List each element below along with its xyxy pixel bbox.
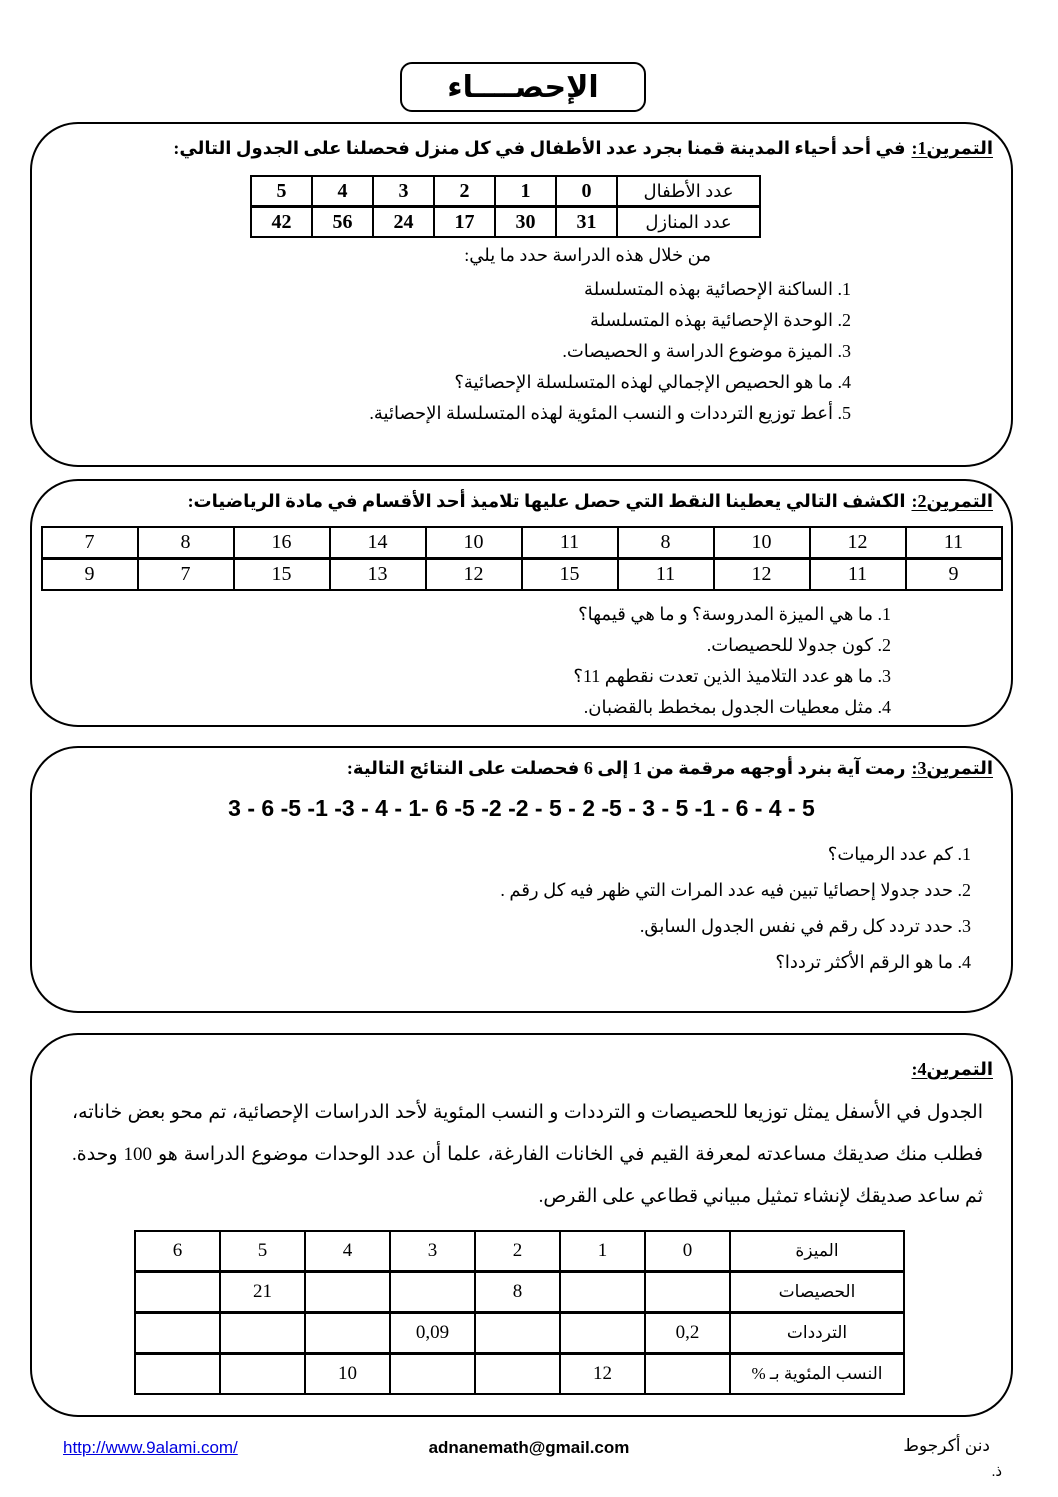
table-cell	[220, 1313, 305, 1354]
exercise-3-number: التمرين3:	[911, 758, 993, 778]
table-cell	[305, 1272, 390, 1313]
table-row	[251, 207, 760, 238]
exercise-3-heading-text: رمت آية بنرد أوجهه مرقمة من 1 إلى 6 فحصلت على النتائج التالية:	[346, 758, 906, 778]
question-item: 1. الساكنة الإحصائية بهذه المتسلسلة	[584, 279, 851, 299]
question-item: 4. مثل معطيات الجدول بمخطط بالقضبان.	[583, 697, 891, 717]
table-cell: 3	[373, 176, 434, 207]
table-cell: 0,09	[390, 1313, 475, 1354]
table-cell: 5	[251, 176, 312, 207]
question-item: 3. حدد تردد كل رقم في نفس الجدول السابق.	[639, 916, 971, 936]
page-title: الإحصــــاء	[447, 70, 599, 104]
table-row	[135, 1313, 904, 1354]
exercise-4-number: التمرين4:	[911, 1059, 993, 1079]
table-cell: 10	[426, 527, 522, 559]
exercise-2-questions	[32, 599, 891, 723]
table-row	[135, 1231, 904, 1272]
question-item: 2. حدد جدولا إحصائيا تبين فيه عدد المرات التي ظهر فيه كل رقم .	[500, 880, 971, 900]
table-cell	[220, 1354, 305, 1395]
table-cell: 9	[42, 559, 138, 591]
exercise-1-intro: من خلال هذه الدراسة حدد ما يلي:	[464, 245, 711, 265]
children-houses-table	[250, 175, 761, 238]
footer-note: ذ.	[991, 1464, 1002, 1480]
row-header-houses: عدد المنازل	[617, 207, 760, 238]
title-box	[400, 62, 646, 112]
question-item: 2. كون جدولا للحصيصات.	[706, 635, 891, 655]
question-item: 3. الميزة موضوع الدراسة و الحصيصات.	[562, 341, 851, 361]
table-cell: 30	[495, 207, 556, 238]
exercise-1-number: التمرين1:	[911, 138, 993, 158]
author-email: adnanemath@gmail.com	[428, 1438, 630, 1457]
exercise-4-panel	[30, 1033, 1013, 1417]
question-item: 1. كم عدد الرميات؟	[827, 844, 971, 864]
table-cell	[645, 1354, 730, 1395]
table-cell: 12	[714, 559, 810, 591]
table-cell: 15	[234, 559, 330, 591]
question-item: 4. ما هو الحصيص الإجمالي لهذه المتسلسلة الإحصائية؟	[454, 372, 851, 392]
table-cell: 10	[305, 1354, 390, 1395]
question-item: 3. ما هو عدد التلاميذ الذين تعدت نقطهم 11؟	[573, 666, 891, 686]
table-cell: 12	[426, 559, 522, 591]
table-cell: 7	[42, 527, 138, 559]
table-cell: 24	[373, 207, 434, 238]
table-cell	[135, 1313, 220, 1354]
question-item: 1. ما هي الميزة المدروسة؟ و ما هي قيمها؟	[578, 604, 891, 624]
website-link[interactable]: http://www.9alami.com/	[63, 1438, 238, 1457]
question-item: 2. الوحدة الإحصائية بهذه المتسلسلة	[589, 310, 851, 330]
exercise-1-heading-text: في أحد أحياء المدينة قمنا بجرد عدد الأطفال في كل منزل فحصلنا على الجدول التالي:	[173, 138, 906, 158]
exercise-3-panel	[30, 746, 1013, 1013]
table-cell	[135, 1272, 220, 1313]
exercise-2-heading-text: الكشف التالي يعطينا النقط التي حصل عليها تلاميذ أحد الأقسام في مادة الرياضيات:	[187, 491, 906, 511]
exercise-4-statement: الجدول في الأسفل يمثل توزيعا للحصيصات و الترددات و النسب المئوية لأحد الدراسات الإحصائية، تم محو بعض خاناته، فطلب منك صديقك مساعدته لمعرفة القيم في الخانات الفارغة، علما أن عدد الوحدات موضوع الدراسة هو 100 وحدة. ثم ساعد صديقك لإنشاء تمثيل مبياني قطاعي على القرص.	[72, 1102, 983, 1207]
table-cell: 2	[475, 1231, 560, 1272]
table-cell	[475, 1313, 560, 1354]
table-row	[135, 1272, 904, 1313]
table-cell: 17	[434, 207, 495, 238]
dice-results-sequence: 3 - 6 -5 -1 -3 - 4 - 1- 6 -5 -2 -2 - 5 - 2 -5 - 3 - 5 -1 - 6 - 4 - 5	[228, 795, 815, 821]
table-cell: 8	[475, 1272, 560, 1313]
table-cell: 12	[560, 1354, 645, 1395]
table-cell: 9	[906, 559, 1002, 591]
table-cell: 13	[330, 559, 426, 591]
marks-table	[41, 526, 1003, 591]
table-cell: 11	[618, 559, 714, 591]
table-cell	[305, 1313, 390, 1354]
exercise-3-heading	[32, 758, 1011, 779]
row-header-feature: الميزة	[730, 1231, 904, 1272]
table-cell	[390, 1272, 475, 1313]
exercise-2-number: التمرين2:	[911, 491, 993, 511]
table-cell	[560, 1313, 645, 1354]
exercise-1-questions	[32, 274, 851, 429]
question-item: 5. أعط توزيع الترددات و النسب المئوية لهذه المتسلسلة الإحصائية.	[369, 403, 851, 423]
exercise-2-heading	[32, 491, 1011, 512]
table-cell	[475, 1354, 560, 1395]
row-header-percentages: النسب المئوية بـ %	[730, 1354, 904, 1395]
table-cell: 6	[135, 1231, 220, 1272]
table-row	[251, 176, 760, 207]
table-cell: 0,2	[645, 1313, 730, 1354]
question-item: 4. ما هو الرقم الأكثر ترددا؟	[775, 952, 971, 972]
table-cell: 2	[434, 176, 495, 207]
table-cell	[645, 1272, 730, 1313]
table-row	[42, 527, 1002, 559]
frequency-table	[134, 1230, 905, 1395]
table-cell: 11	[906, 527, 1002, 559]
table-cell: 31	[556, 207, 617, 238]
exercise-1-heading	[32, 138, 1011, 159]
table-row	[42, 559, 1002, 591]
row-header-children: عدد الأطفال	[617, 176, 760, 207]
table-cell: 15	[522, 559, 618, 591]
table-cell: 0	[556, 176, 617, 207]
author-name: دنن أكرجوط	[903, 1436, 990, 1455]
table-cell: 21	[220, 1272, 305, 1313]
exercise-3-questions	[32, 836, 971, 980]
table-cell: 8	[618, 527, 714, 559]
table-cell: 3	[390, 1231, 475, 1272]
table-cell: 8	[138, 527, 234, 559]
table-cell	[135, 1354, 220, 1395]
exercise-4-heading	[32, 1059, 1011, 1080]
table-cell	[390, 1354, 475, 1395]
table-cell: 10	[714, 527, 810, 559]
row-header-frequencies: الترددات	[730, 1313, 904, 1354]
table-cell: 4	[312, 176, 373, 207]
table-cell: 11	[810, 559, 906, 591]
table-cell: 56	[312, 207, 373, 238]
table-cell: 1	[560, 1231, 645, 1272]
table-cell: 12	[810, 527, 906, 559]
row-header-counts: الحصيصات	[730, 1272, 904, 1313]
table-cell: 7	[138, 559, 234, 591]
table-cell: 14	[330, 527, 426, 559]
table-cell	[560, 1272, 645, 1313]
table-cell: 11	[522, 527, 618, 559]
exercise-1-panel	[30, 122, 1013, 467]
table-cell: 42	[251, 207, 312, 238]
table-row	[135, 1354, 904, 1395]
table-cell: 0	[645, 1231, 730, 1272]
exercise-2-panel	[30, 479, 1013, 727]
table-cell: 5	[220, 1231, 305, 1272]
table-cell: 16	[234, 527, 330, 559]
table-cell: 1	[495, 176, 556, 207]
table-cell: 4	[305, 1231, 390, 1272]
